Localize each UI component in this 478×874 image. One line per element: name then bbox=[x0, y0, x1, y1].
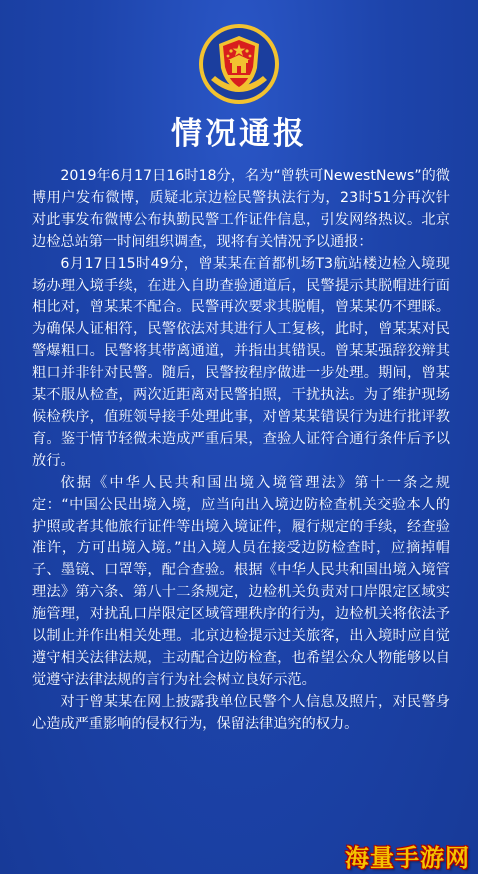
paragraph-rights-reserved: 对于曾某某在网上披露我单位民警个人信息及照片，对民警身心造成严重影响的侵权行为，保留法律追究的权力。 bbox=[32, 693, 450, 732]
police-emblem-icon bbox=[197, 22, 281, 106]
notice-title: 情况通报 bbox=[171, 116, 307, 152]
paragraph-incident: 6月17日15时49分，曾某某在首都机场T3航站楼边检入境现场办理入境手续，在进入自助查验通道后，民警提示其脱帽进行面相比对，曾某某不配合。民警再次要求其脱帽，曾某某仍不理睬。为确保人证相符，民警依法对其进行人工复核，此时，曾某某对民警爆粗口。民警将其带离通道，并指出其错误。曾某某强辞狡辩其粗口并非针对民警。随后，民警按程序做进一步处理。期间，曾某某不服从检查，两次近距离对民警拍照，干扰执法。为了维护现场候检秩序，值班领导接手处理此事，对曾某某错误行为进行批评教育。鉴于情节轻微未造成严重后果，查验人证符合通行条件后予以放行。 bbox=[32, 255, 450, 469]
notice-body bbox=[32, 166, 450, 736]
site-watermark: 海量手游网 bbox=[345, 844, 470, 872]
paragraph-legal-basis: 依据《中华人民共和国出境入境管理法》第十一条之规定：“中国公民出境入境，应当向出入境边防检查机关交验本人的护照或者其他旅行证件等出境入境证件，履行规定的手续，经查验准许，方可出境入境。”出入境人员在接受边防检查时，应摘掉帽子、墨镜、口罩等，配合查验。根据《中华人民共和国出境入境管理法》第六条、第八十二条规定，边检机关负责对口岸限定区域实施管理，对扰乱口岸限定区域管理秩序的行为，边检机关将依法予以制止并作出相关处理。北京边检提示过关旅客，出入境时应自觉遵守相关法律法规，主动配合边防检查，也希望公众人物能够以自觉遵守法律法规的言行为社会树立良好示范。 bbox=[32, 474, 450, 688]
paragraph-intro: 2019年6月17日16时18分，名为“曾轶可NewestNews”的微博用户发布微博，质疑北京边检民警执法行为，23时51分再次针对此事发布微博公布执勤民警工作证件信息，引发网络热议。北京边检总站第一时间组织调查，现将有关情况予以通报： bbox=[32, 168, 450, 250]
